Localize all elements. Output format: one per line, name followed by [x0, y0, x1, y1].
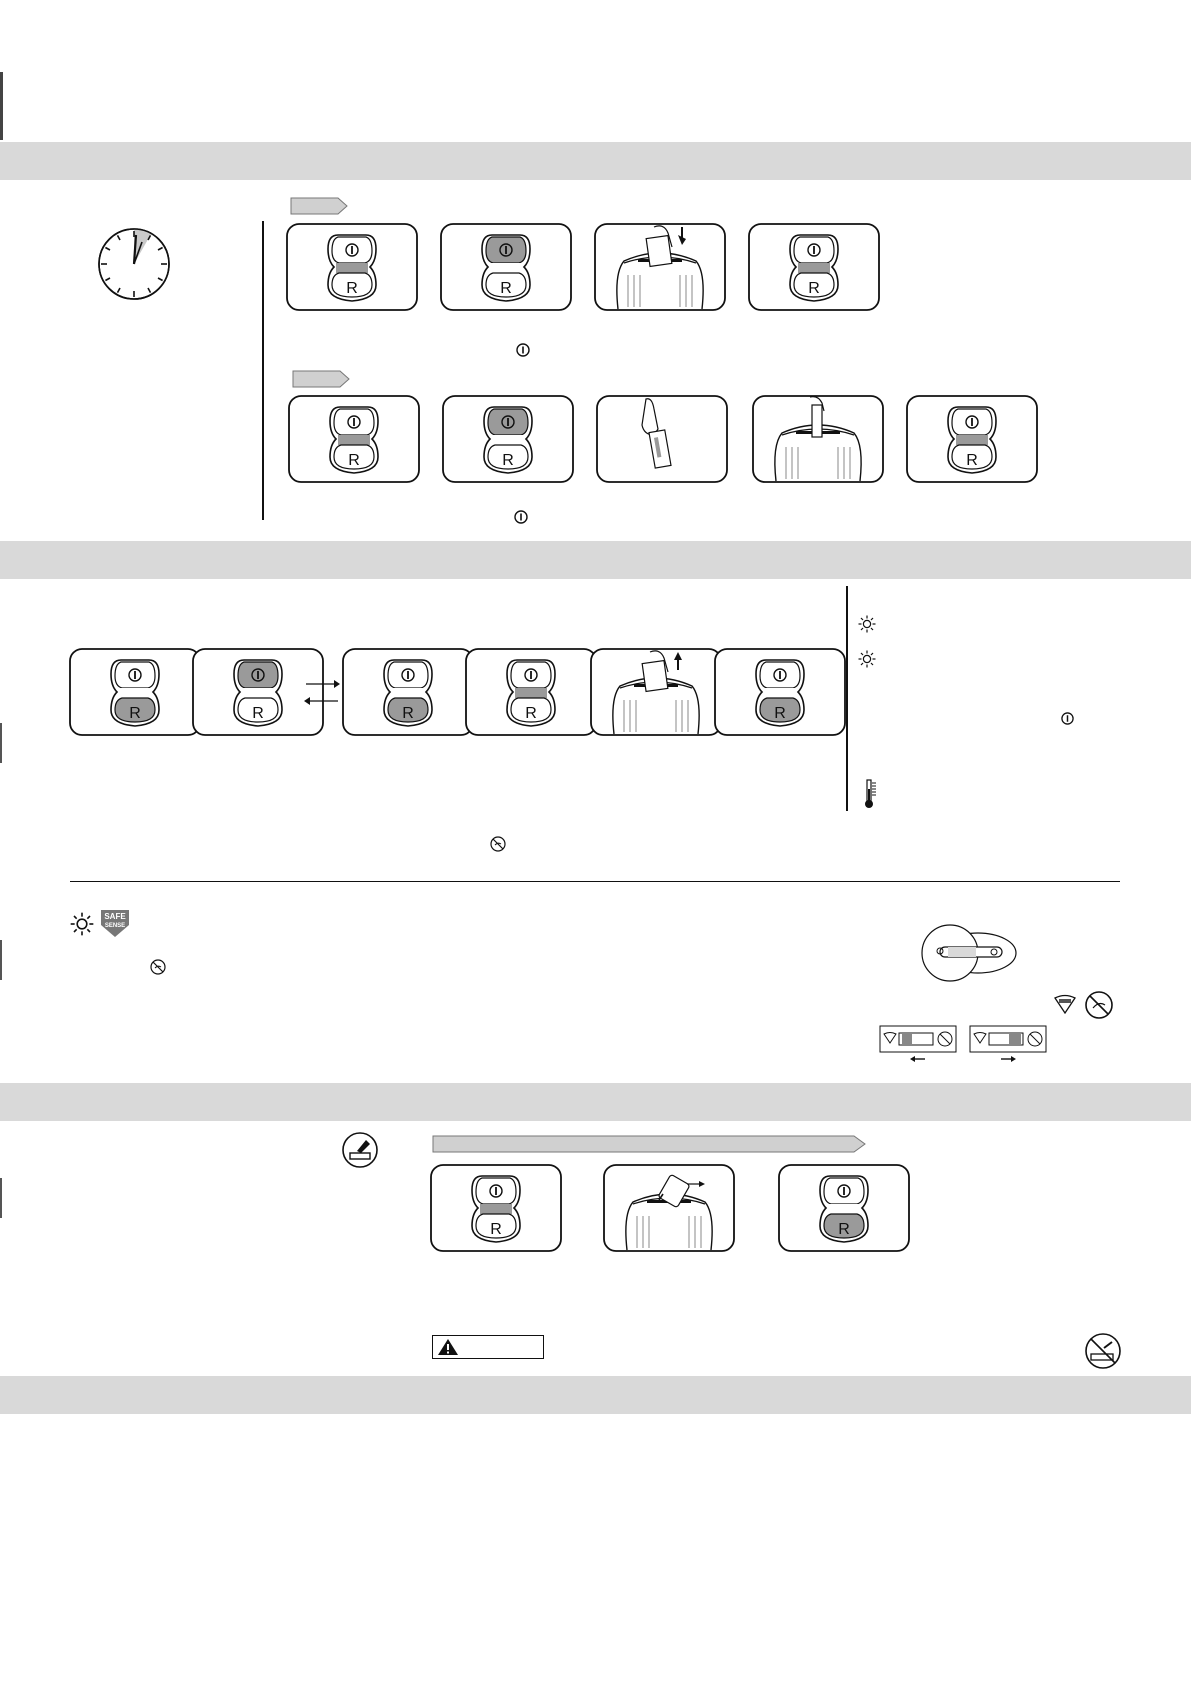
oil-icon: [341, 1131, 379, 1174]
auto-start-panel-switch-on: [440, 223, 572, 311]
reverse-panel-switch-center: [465, 648, 597, 736]
oiling-panel-switch-center: [430, 1164, 562, 1252]
step-tab-oil: [432, 1135, 866, 1158]
oiling-panel-switch-reverse: [778, 1164, 910, 1252]
switch-slider-right: [969, 1025, 1047, 1070]
svg-text:SENSE: SENSE: [104, 923, 126, 929]
forward-arrow-icon: [304, 678, 340, 713]
card-shred-panel-shred-card: [752, 395, 884, 483]
power-icon: [1061, 712, 1074, 730]
no-hands-icon: [1084, 990, 1114, 1025]
card-shred-panel-switch-center: [288, 395, 420, 483]
page-edge-mark: [0, 723, 2, 763]
power-icon: [516, 343, 530, 362]
svg-text:R: R: [346, 280, 358, 297]
safesense-control-illustration: [918, 923, 1018, 988]
reverse-panel-pull-paper: [590, 648, 722, 736]
step-tab-2: [292, 370, 350, 393]
oiling-panel-oil-bottle: [603, 1164, 735, 1252]
page-edge-mark: [0, 940, 2, 980]
caution-label: [432, 1335, 544, 1359]
section-band: [0, 541, 1191, 579]
auto-start-panel-shred-paper: [594, 223, 726, 311]
page-edge-mark: [0, 1178, 2, 1218]
page-edge-mark: [0, 72, 3, 140]
clock-icon: [96, 226, 172, 307]
svg-text:R: R: [129, 705, 141, 722]
svg-text:R: R: [348, 452, 360, 469]
auto-start-panel-switch-center: [748, 223, 880, 311]
switch-slider-left: [879, 1025, 957, 1070]
warning-icon: [437, 1338, 459, 1356]
svg-text:R: R: [500, 280, 512, 297]
section-band: [0, 1083, 1191, 1121]
reverse-panel-switch-reverse: [714, 648, 846, 736]
column-divider: [262, 221, 264, 520]
step-tab-1: [290, 197, 348, 220]
safesense-badge: [99, 907, 131, 944]
sun-icon: [858, 650, 876, 673]
auto-start-panel-switch-center: [286, 223, 418, 311]
shield-icon: [1054, 994, 1076, 1019]
section-divider: [70, 881, 1120, 882]
power-icon: [514, 510, 528, 529]
svg-text:R: R: [252, 705, 264, 722]
svg-text:R: R: [774, 705, 786, 722]
reverse-panel-switch-reverse: [342, 648, 474, 736]
sun-icon: [858, 615, 876, 638]
svg-text:R: R: [490, 1221, 502, 1238]
svg-text:R: R: [966, 452, 978, 469]
card-shred-panel-switch-center: [906, 395, 1038, 483]
svg-text:R: R: [808, 280, 820, 297]
svg-text:SAFE: SAFE: [104, 912, 126, 921]
reverse-panel-switch-reverse: [69, 648, 201, 736]
no-oil-spray-icon: [1084, 1332, 1122, 1375]
svg-text:R: R: [502, 452, 514, 469]
svg-text:R: R: [838, 1221, 850, 1238]
no-hands-icon: [490, 836, 506, 857]
sun-icon: [70, 912, 94, 941]
card-shred-panel-switch-on: [442, 395, 574, 483]
thermometer-icon: [862, 779, 878, 814]
column-divider: [846, 586, 848, 811]
section-band: [0, 1376, 1191, 1414]
svg-text:R: R: [402, 705, 414, 722]
section-band: [0, 142, 1191, 180]
no-hands-icon: [150, 959, 166, 980]
card-shred-panel-hand-card: [596, 395, 728, 483]
svg-text:R: R: [525, 705, 537, 722]
